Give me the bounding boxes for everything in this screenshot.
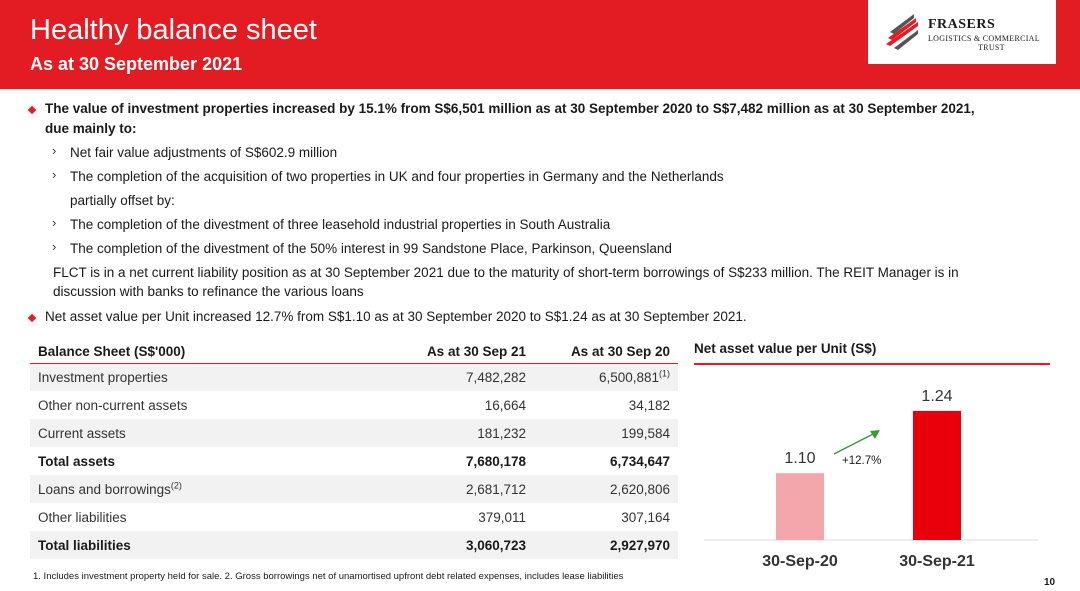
logo-subtitle-line1: LOGISTICS & COMMERCIAL <box>928 34 1040 43</box>
table-row-total-assets <box>30 447 678 475</box>
bar-value-label: 1.10 <box>784 450 816 468</box>
table-row-total-liabilities <box>30 531 678 559</box>
row-label <box>30 475 390 503</box>
bar-value-label: 1.24 <box>921 387 953 405</box>
sub-bullet-3: The completion of the divestment of three leasehold industrial properties in South Australia <box>70 217 611 232</box>
col-header-label: Balance Sheet (S$'000) <box>30 340 390 363</box>
row-label: Other liabilities <box>38 509 127 525</box>
table-row <box>30 363 678 391</box>
table-row <box>30 419 678 447</box>
sub-bullet-4: The completion of the divestment of the 50% interest in 99 Sandstone Place, Parkinson, Queensland <box>70 241 672 256</box>
chevron-right-icon: › <box>52 215 57 230</box>
footnote: 1. Includes investment property held for sale. 2. Gross borrowings net of unamortised upfront debt related expenses, includes lease liabilities <box>33 571 624 582</box>
bullet-diamond-2 <box>28 314 36 322</box>
row-label-text: Loans and borrowings <box>38 481 171 497</box>
row-label: Current assets <box>30 419 390 447</box>
row-value-sep20: 6,734,647 <box>609 453 670 469</box>
liability-note-line-1: FLCT is in a net current liability position as at 30 September 2021 due to the maturity of short-term borrowings of S$233 million. The REIT Manager is in <box>53 265 959 280</box>
sub-bullet-2: The completion of the acquisition of two properties in UK and four properties in Germany and the Netherlands <box>70 169 724 184</box>
header-banner <box>0 0 1080 89</box>
table-row <box>30 475 678 503</box>
chart-title: Net asset value per Unit (S$) <box>694 341 877 356</box>
table-row <box>30 391 678 419</box>
chevron-right-icon: › <box>52 239 57 254</box>
offset-label: partially offset by: <box>70 193 175 208</box>
col-header-sep21: As at 30 Sep 21 <box>390 340 534 363</box>
row-label: Total assets <box>38 453 116 469</box>
footnote-ref-2: (2) <box>170 480 182 490</box>
chart-title-rule <box>694 363 1050 365</box>
table-row <box>30 503 678 531</box>
logo-name: FRASERS <box>928 17 996 32</box>
company-logo <box>868 0 1056 64</box>
sub-bullet-1: Net fair value adjustments of S$602.9 million <box>70 145 338 160</box>
table-header-row <box>30 340 678 363</box>
row-value-sep21: 181,232 <box>390 419 534 447</box>
category-label: 30-Sep-20 <box>762 553 838 570</box>
bullet-2: Net asset value per Unit increased 12.7% from S$1.10 as at 30 September 2020 to S$1.24 as at 30 September 2021. <box>45 309 747 324</box>
row-value-sep21: 16,664 <box>484 397 526 413</box>
row-value-sep21: 7,680,178 <box>465 453 526 469</box>
row-value-sep21: 7,482,282 <box>390 363 534 391</box>
frasers-logo-icon <box>882 14 922 50</box>
row-value-sep20 <box>534 363 678 391</box>
row-value-sep21: 379,011 <box>478 509 526 525</box>
row-value-sep20: 199,584 <box>534 419 678 447</box>
liability-note-line-2: discussion with banks to refinance the various loans <box>53 284 364 299</box>
bullet-1-line-2: due mainly to: <box>45 121 137 136</box>
row-value-sep20-text: 6,500,881 <box>598 369 659 385</box>
logo-subtitle-line2: TRUST <box>978 43 1005 52</box>
page-number: 10 <box>1044 577 1056 588</box>
footnote-ref-1: (1) <box>659 368 670 379</box>
nav-bar-chart <box>694 366 1050 576</box>
category-label: 30-Sep-21 <box>899 553 975 570</box>
row-value-sep20: 2,620,806 <box>534 475 678 503</box>
row-label: Investment properties <box>30 363 390 391</box>
row-value-sep21: 2,681,712 <box>390 475 534 503</box>
chevron-right-icon: › <box>52 167 57 182</box>
bar-30-Sep-20 <box>776 473 824 540</box>
balance-sheet-table <box>30 340 678 559</box>
bar-30-Sep-21 <box>913 411 961 540</box>
logo-subtitle <box>928 34 1040 52</box>
row-value-sep20: 2,927,970 <box>534 531 678 559</box>
row-label: Other non-current assets <box>38 397 188 413</box>
chevron-right-icon: › <box>52 143 57 158</box>
row-value-sep21: 3,060,723 <box>390 531 534 559</box>
bullet-diamond-1 <box>28 106 36 114</box>
row-label: Total liabilities <box>30 531 390 559</box>
col-header-sep20: As at 30 Sep 20 <box>534 340 678 363</box>
bullet-1-line-1: The value of investment properties increased by 15.1% from S$6,501 million as at 30 September 2020 to S$7,482 million as at 30 September 2021, <box>45 101 975 116</box>
growth-arrow-line <box>834 432 877 454</box>
row-value-sep20: 34,182 <box>628 397 670 413</box>
row-value-sep20: 307,164 <box>621 509 670 525</box>
growth-annotation: +12.7% <box>842 455 882 467</box>
page-title: Healthy balance sheet <box>30 14 317 46</box>
page-subtitle: As at 30 September 2021 <box>30 54 243 74</box>
